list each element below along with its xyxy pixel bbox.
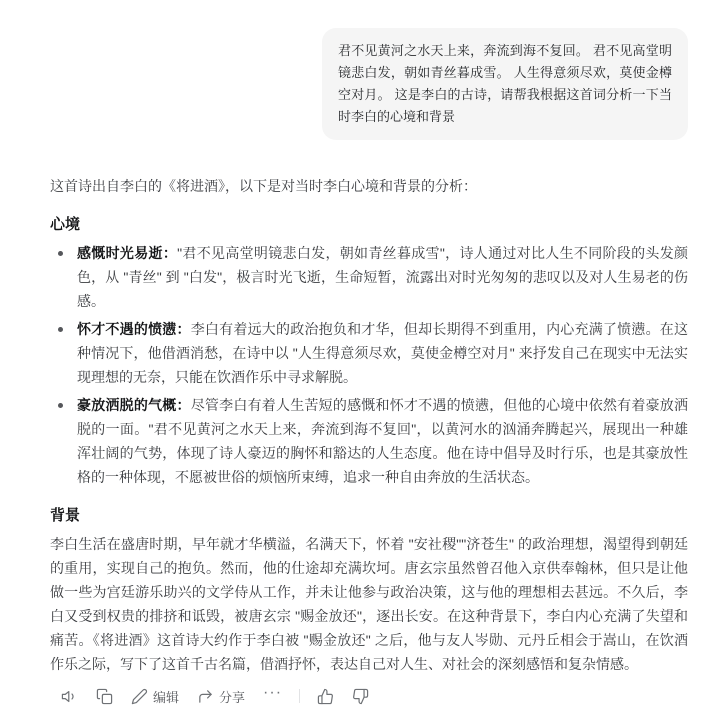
speaker-icon [61, 688, 78, 705]
bullet-text: "君不见高堂明镜悲白发，朝如青丝暮成雪"，诗人通过对比人生不同阶段的头发颜色，从 "青丝" 到 "白发"，极言时光飞逝，生命短暂，流露出对时光匆匆的悲叹以及对人生易老的伤感。 [77, 245, 689, 309]
share-button-label: 分享 [219, 689, 246, 705]
background-paragraph: 李白生活在盛唐时期，早年就才华横溢，名满天下，怀着 "安社稷""济苍生" 的政治理想，渴望得到朝廷的重用，实现自己的抱负。然而，他的仕途却充满坎坷。唐玄宗虽然曾召他入京供奉翰林，但只是让他做一些为宫廷游乐助兴的文学侍从工作，并未让他参与政治决策，这与他的理想相去甚远。不久后，李白又受到权贵的排挤和诋毁，被唐玄宗 "赐金放还"，逐出长安。在这种背景下，李白内心充满了失望和痛苦。《将进酒》这首诗大约作于李白被 "赐金放还" 之后，他与友人岑勋、元丹丘相会于嵩山，在饮酒作乐之际，写下了这首千古名篇，借酒抒怀，表达自己对人生、对社会的深刻感悟和复杂情感。 [50, 536, 688, 672]
edit-button-label: 编辑 [153, 689, 180, 705]
mindset-bullet-3 [50, 393, 688, 489]
share-button[interactable] [192, 684, 250, 709]
read-aloud-button[interactable] [56, 685, 83, 708]
pencil-icon [131, 688, 148, 705]
section-heading-mindset: 心境 [50, 216, 81, 233]
user-message-bubble [322, 28, 688, 140]
more-button[interactable] [258, 682, 287, 710]
edit-button[interactable] [126, 684, 184, 709]
thumbs-down-icon [352, 688, 369, 705]
assistant-intro: 这首诗出自李白的《将进酒》，以下是对当时李白心境和背景的分析： [50, 178, 477, 194]
bullet-lead: 怀才不遇的愤懑： [77, 321, 191, 337]
user-message-row [0, 28, 704, 140]
share-arrow-icon [197, 688, 214, 705]
user-message-text: 君不见黄河之水天上来，奔流到海不复回。 君不见高堂明镜悲白发，朝如青丝暮成雪。 人生得意须尽欢，莫使金樽空对月。 这是李白的古诗，请帮我根据这首词分析一下当时李白的心境和背景 [338, 43, 672, 124]
section-heading-background: 背景 [50, 507, 81, 524]
mindset-bullet-2 [50, 317, 688, 389]
copy-icon [96, 688, 113, 705]
toolbar-divider [299, 689, 300, 703]
like-button[interactable] [312, 685, 339, 708]
thumbs-up-icon [317, 688, 334, 705]
bullet-lead: 豪放洒脱的气概： [77, 397, 191, 413]
message-toolbar [56, 684, 688, 708]
ellipsis-icon: ··· [263, 684, 283, 701]
bullet-text: 尽管李白有着人生苦短的感慨和怀才不遇的愤懑，但他的心境中依然有着豪放洒脱的一面。"君不见黄河之水天上来，奔流到海不复回"，以黄河水的汹涌奔腾起兴，展现出一种雄浑壮阔的气势，体现了诗人豪迈的胸怀和豁达的人生态度。他在诗中倡导及时行乐，也是其豪放性格的一种体现，不愿被世俗的烦恼所束缚，追求一种自由奔放的生活状态。 [77, 397, 689, 485]
assistant-message [0, 140, 704, 676]
copy-button[interactable] [91, 685, 118, 708]
bullet-lead: 感慨时光易逝： [77, 245, 178, 261]
dislike-button[interactable] [347, 685, 374, 708]
bullet-text: 李白有着远大的政治抱负和才华，但却长期得不到重用，内心充满了愤懑。在这种情况下，他借酒消愁，在诗中以 "人生得意须尽欢，莫使金樽空对月" 来抒发自己在现实中无法实现理想的无奈，只能在饮酒作乐中寻求解脱。 [77, 321, 689, 385]
mindset-bullet-list [50, 241, 688, 489]
mindset-bullet-1 [50, 241, 688, 313]
